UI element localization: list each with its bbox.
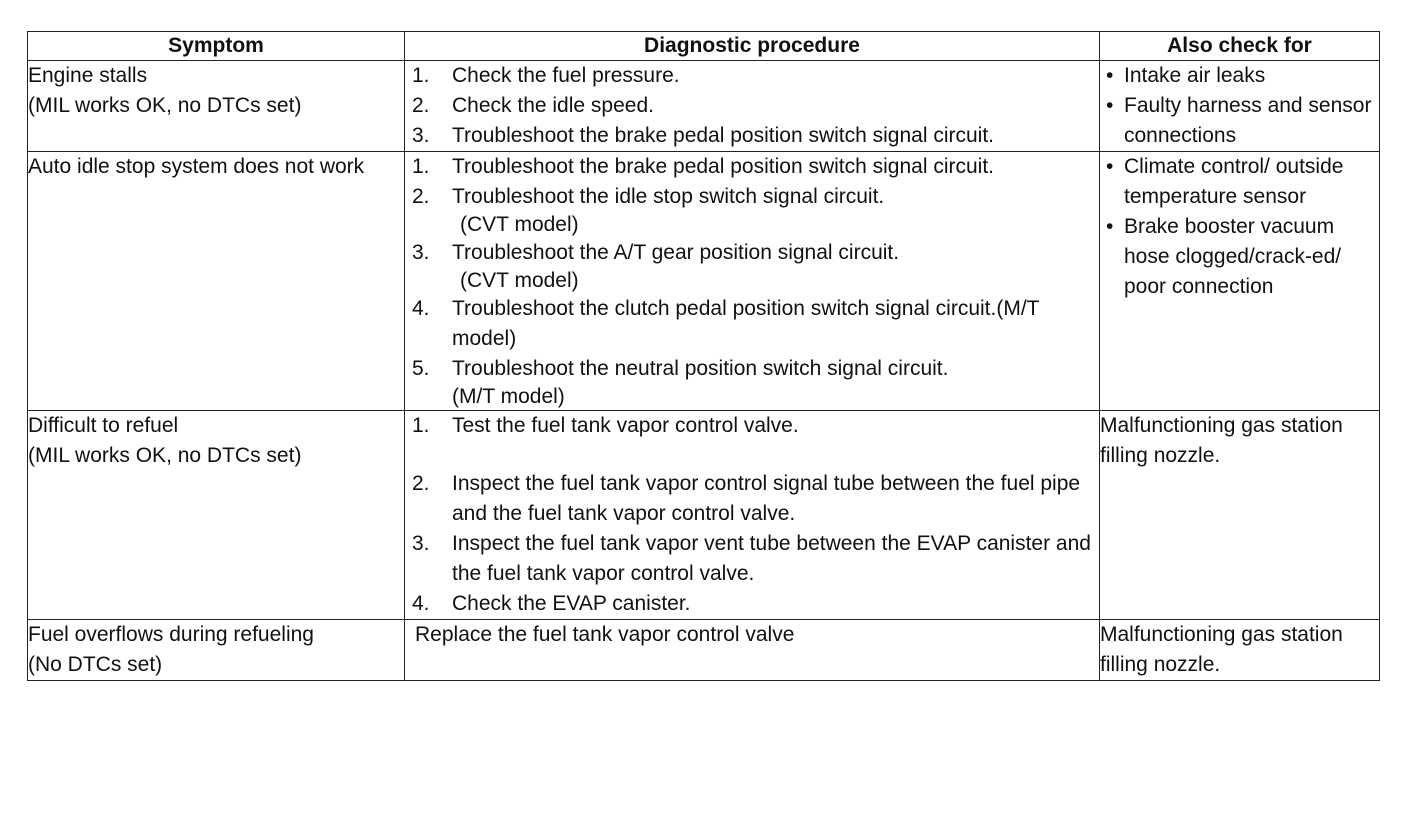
table-row: [28, 620, 1380, 681]
bullet-icon: •: [1106, 155, 1114, 178]
symptom-cell: [28, 152, 405, 411]
procedure-step: [405, 121, 1099, 151]
step-number: 2.: [412, 185, 430, 208]
step-body: [452, 182, 1099, 238]
step-model-note: (M/T model): [452, 385, 565, 408]
step-text: Troubleshoot the neutral position switch signal circuit.: [452, 357, 949, 380]
step-number: 4.: [412, 592, 430, 615]
step-text: Troubleshoot the brake pedal position switch signal circuit.: [452, 155, 995, 178]
procedure-step: [405, 354, 1099, 410]
table-header-row: [28, 32, 1380, 61]
check-item: [1100, 212, 1379, 302]
symptom-cell: [28, 61, 405, 152]
symptom-text: Auto idle stop system does not work: [28, 155, 365, 178]
also-check-cell: [1100, 152, 1380, 411]
step-number: 3.: [412, 241, 430, 264]
check-item-text: Malfunctioning gas station filling nozzle.: [1100, 623, 1343, 676]
table-row: [28, 152, 1380, 411]
procedure-text: Replace the fuel tank vapor control valve: [415, 623, 795, 646]
procedure-header: Diagnostic procedure: [405, 32, 1100, 61]
step-number: 1.: [412, 414, 430, 437]
procedure-step: [405, 61, 1099, 91]
step-number: 3.: [412, 532, 430, 555]
bullet-icon: •: [1106, 64, 1114, 87]
symptom-cell: [28, 620, 405, 681]
symptom-cell: [28, 411, 405, 620]
also-check-cell: [1100, 61, 1380, 152]
step-text: Check the fuel pressure.: [452, 64, 680, 87]
bullet-icon: •: [1106, 215, 1114, 238]
check-item: [1100, 91, 1379, 151]
symptom-header: Symptom: [28, 32, 405, 61]
procedure-step: [405, 182, 1099, 238]
procedure-step: [405, 469, 1099, 529]
procedure-step: [405, 294, 1099, 354]
step-text: Troubleshoot the A/T gear position signal circuit.: [452, 241, 900, 264]
step-number: 5.: [412, 357, 430, 380]
procedure-step: [405, 238, 1099, 294]
symptom-text: Difficult to refuel: [28, 414, 179, 437]
step-text: Troubleshoot the clutch pedal position switch signal circuit.(M/T model): [452, 297, 1040, 350]
procedure-step: [405, 91, 1099, 121]
procedure-cell: [405, 152, 1100, 411]
symptom-condition: (MIL works OK, no DTCs set): [28, 94, 302, 117]
check-item-text: Brake booster vacuum hose clogged/crack-ed/ poor connection: [1124, 215, 1342, 298]
also-check-cell: [1100, 411, 1380, 620]
check-item: [1100, 61, 1379, 91]
also-check-header: Also check for: [1100, 32, 1380, 61]
step-text: Inspect the fuel tank vapor control signal tube between the fuel pipe and the fuel tank vapor control valve.: [452, 472, 1081, 525]
symptom-condition: (MIL works OK, no DTCs set): [28, 444, 302, 467]
procedure-step: [405, 411, 1099, 441]
check-item-text: Intake air leaks: [1124, 64, 1266, 87]
step-text: Inspect the fuel tank vapor vent tube between the EVAP canister and the fuel tank vapor control valve.: [452, 532, 1091, 585]
step-text: Troubleshoot the brake pedal position switch signal circuit.: [452, 124, 995, 147]
step-number: 1.: [412, 64, 430, 87]
symptom-text: Engine stalls: [28, 64, 148, 87]
step-model-note: (CVT model): [460, 213, 579, 236]
step-text: Check the idle speed.: [452, 94, 654, 117]
procedure-cell: [405, 61, 1100, 152]
step-text: Check the EVAP canister.: [452, 592, 691, 615]
check-item-text: Faulty harness and sensor connections: [1124, 94, 1372, 147]
step-body: [452, 354, 1099, 410]
step-number: 2.: [412, 472, 430, 495]
step-number: 2.: [412, 94, 430, 117]
step-model-note: (CVT model): [460, 269, 579, 292]
step-number: 1.: [412, 155, 430, 178]
table-row: [28, 411, 1380, 620]
also-check-cell: [1100, 620, 1380, 681]
step-number: 3.: [412, 124, 430, 147]
step-text: Troubleshoot the idle stop switch signal circuit.: [452, 185, 885, 208]
symptom-text: Fuel overflows during refueling: [28, 623, 314, 646]
check-item-text: Climate control/ outside temperature sensor: [1124, 155, 1344, 208]
check-item-text: Malfunctioning gas station filling nozzle.: [1100, 414, 1343, 467]
symptom-condition: (No DTCs set): [28, 653, 163, 676]
procedure-cell: [405, 620, 1100, 681]
procedure-step: [405, 589, 1099, 619]
table-row: [28, 61, 1380, 152]
bullet-icon: •: [1106, 94, 1114, 117]
procedure-cell: [405, 411, 1100, 620]
step-text: Test the fuel tank vapor control valve.: [452, 414, 799, 437]
check-item: [1100, 152, 1379, 212]
procedure-step: [405, 529, 1099, 589]
procedure-step: [405, 152, 1099, 182]
step-number: 4.: [412, 297, 430, 320]
diagnostic-table: [27, 31, 1380, 681]
step-body: [452, 238, 1099, 294]
